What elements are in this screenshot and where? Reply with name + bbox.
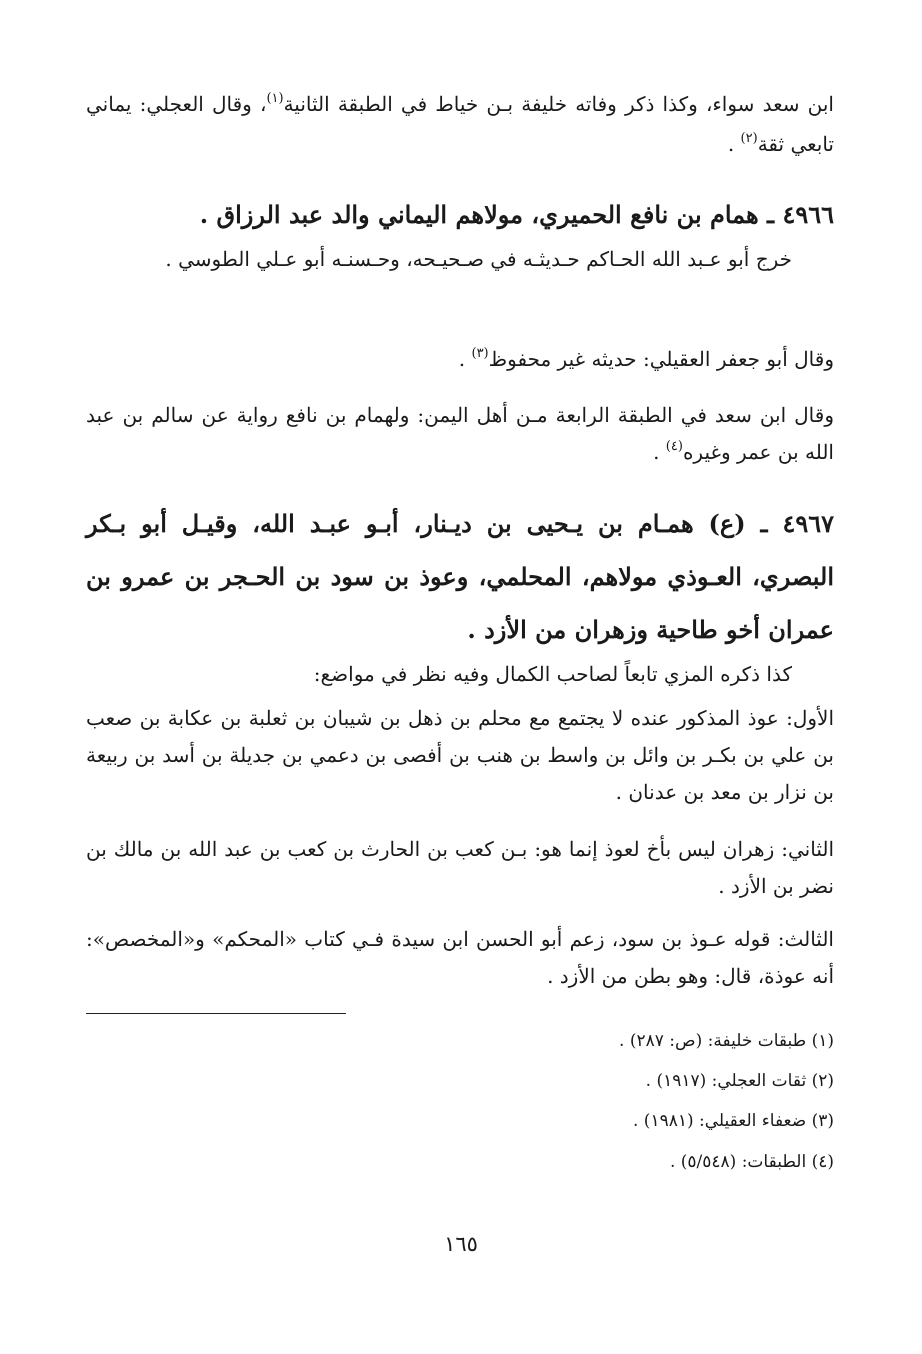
paragraph-continuation: ابن سعد سواء، وكذا ذكر وفاته خليفة بـن خياط في الطبقة الثانية$^{(١)}$، وقال العجلي: يماني تابعي ثقة$^{(٢)}$ . (86, 91, 834, 156)
entry-heading-4967: ٤٩٦٧ ـ (ع) همـام بن يـحيى بن ديـنار، أبـو عبـد الله، وقيـل أبو بـكر البصري، العـوذي مولاهم، المحلمي، وعوذ بن سود بن الحـجر بن عمرو بن عمران أخو طاحية وزهران من الأزد . (86, 509, 834, 644)
paragraph-second-point: الثاني: زهران ليس بأخ لعوذ إنما هو: بـن كعب بن الحارث بن كعب بن عبد الله بن مالك بن نضر بن الأزد . (86, 837, 834, 898)
footnote-3: (٣) ضعفاء العقيلي: (١٩٨١) . (632, 1111, 834, 1131)
footnote-ref-3: (٣) (471, 346, 489, 361)
footnote-1: (١) طبقات خليفة: (ص: ٢٨٧) . (619, 1031, 834, 1051)
footnote-2: (٢) ثقات العجلي: (١٩١٧) . (645, 1071, 834, 1091)
paragraph-uqayli: وقال أبو جعفر العقيلي: حديثه غير محفوظ$^{(٣)}$ . (458, 346, 834, 371)
paragraph-third-point: الثالث: قوله عـوذ بن سود، زعم أبو الحسن ابن سيدة فـي كتاب «المحكم» و«المخصص»: أنه عوذة، قال: وهو بطن من الأزد . (86, 927, 834, 988)
footnote-separator (86, 1013, 346, 1014)
entry-heading-4966: ٤٩٦٦ ـ همام بن نافع الحميري، مولاهم اليماني والد عبد الرزاق . (199, 200, 834, 229)
paragraph-mizzi: كذا ذكره المزي تابعاً لصاحب الكمال وفيه نظر في مواضع: (313, 662, 792, 686)
footnote-ref-4: (٤) (665, 439, 683, 454)
paragraph-first-point: الأول: عوذ المذكور عنده لا يجتمع مع محلم بن ذهل بن شيبان بن ثعلبة بن عكابة بن صعب بن علي بن بكـر بن وائل بن واسط بن هنب بن أفصى بن دعمي بن جديلة بن أسد بن ربيعة بن نزار بن معد بن عدنان . (86, 706, 834, 804)
paragraph-hakim: خرج أبو عـبد الله الحـاكم حـديثـه في صـحيـحه، وحـسنـه أبو عـلي الطوسي . (165, 247, 792, 271)
footnote-4: (٤) الطبقات: (٥/٥٤٨) . (669, 1152, 834, 1172)
paragraph-ibn-saad: وقال ابن سعد في الطبقة الرابعة مـن أهل اليمن: ولهمام بن نافع رواية عن سالم بن عبد الله بن عمر وغيره$^{(٤)}$ . (86, 403, 834, 464)
page-number: ١٦٥ (444, 1232, 478, 1256)
footnote-ref-1: (١) (266, 91, 284, 106)
footnote-ref-2: (٢) (740, 131, 758, 146)
